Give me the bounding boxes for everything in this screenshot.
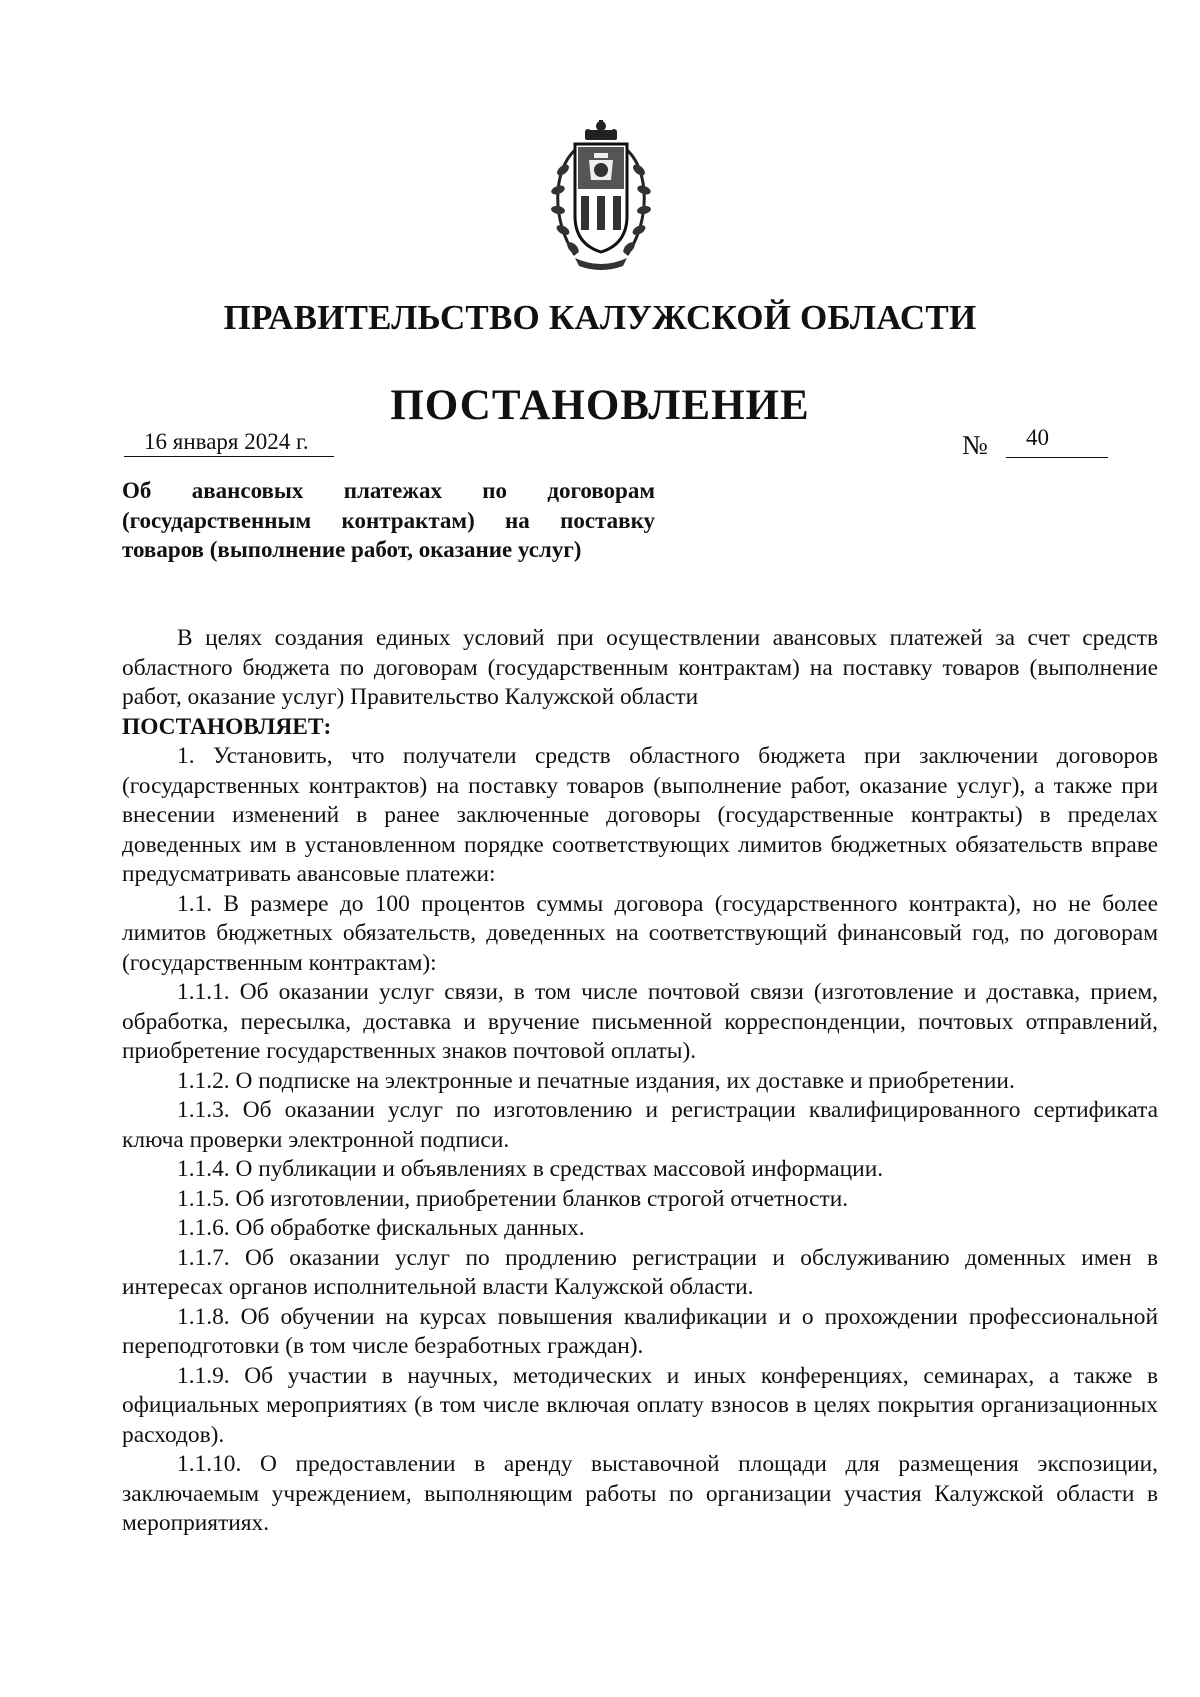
number-sign: № <box>962 430 988 460</box>
preamble-text: В целях создания единых условий при осуществлении авансовых платежей за счет средств областного бюджета по договорам (государственным контрактам) на поставку товаров (выполнение работ, оказание услуг) Правительство Калужской области <box>122 625 1158 710</box>
paragraph-1-1-3: 1.1.3. Об оказании услуг по изготовлению и регистрации квалифицированного сертификата ключа проверки электронной подписи. <box>122 1097 1158 1153</box>
paragraph-1-1-1: 1.1.1. Об оказании услуг связи, в том числе почтовой связи (изготовление и доставка, прием, обработка, пересылка, доставка и вручение письменной корреспонденции, почтовых отправлений, приобретение государственных знаков почтовой оплаты). <box>122 979 1158 1064</box>
preamble-paragraph <box>122 624 1158 713</box>
kaluga-region-coat-of-arms-icon <box>545 120 657 270</box>
paragraph-1-1-8: 1.1.8. Об обучении на курсах повышения квалификации и о прохождении профессиональной переподготовки (в том числе безработных граждан). <box>122 1303 1158 1359</box>
resolves-heading: ПОСТАНОВЛЯЕТ: <box>122 713 332 740</box>
document-number-field <box>962 424 1122 458</box>
document-number: 40 <box>1006 424 1108 458</box>
paragraph-1-1-5: 1.1.5. Об изготовлении, приобретении бланков строгой отчетности. <box>177 1185 849 1212</box>
document-date: 16 января 2024 г. <box>124 428 334 457</box>
paragraph-1-1: 1.1. В размере до 100 процентов суммы договора (государственного контракта), но не более лимитов бюджетных обязательств, доведенных на соответствующий финансовый год, по договорам (государственным контрактам): <box>122 890 1158 976</box>
document-subject: Об авансовых платежах по договорам (государственным контрактам) на поставку товаров (выполнение работ, оказание услуг) <box>122 478 655 562</box>
paragraph-1-1-6: 1.1.6. Об обработке фискальных данных. <box>177 1215 585 1241</box>
paragraph-1-1-2: 1.1.2. О подписке на электронные и печатные издания, их доставке и приобретении. <box>177 1067 1015 1094</box>
paragraph-1-1-4: 1.1.4. О публикации и объявлениях в средствах массовой информации. <box>177 1156 884 1182</box>
paragraph-1-1-7: 1.1.7. Об оказании услуг по продлению регистрации и обслуживанию доменных имен в интересах органов исполнительной власти Калужской области. <box>122 1244 1158 1300</box>
document-type-heading: ПОСТАНОВЛЕНИЕ <box>390 382 810 429</box>
document-body <box>122 624 1158 1539</box>
paragraph-1-1-10: 1.1.10. О предоставлении в аренду выставочной площади для размещения экспозиции, заключаемым учреждением, выполняющим работы по организации участия Калужской области в мероприятиях. <box>122 1451 1158 1536</box>
paragraph-1: 1. Установить, что получатели средств областного бюджета при заключении договоров (государственных контрактов) на поставку товаров (выполнение работ, оказание услуг), а также при внесении изменений в ранее заключенные договоры (государственные контракты) в пределах доведенных им в установленном порядке соответствующих лимитов бюджетных обязательств вправе предусматривать авансовые платежи: <box>122 743 1158 887</box>
paragraph-1-1-9: 1.1.9. Об участии в научных, методических и иных конференциях, семинарах, а также в официальных мероприятиях (в том числе включая оплату взносов в целях покрытия организационных расходов). <box>122 1362 1158 1448</box>
organization-title: ПРАВИТЕЛЬСТВО КАЛУЖСКОЙ ОБЛАСТИ <box>223 298 977 337</box>
